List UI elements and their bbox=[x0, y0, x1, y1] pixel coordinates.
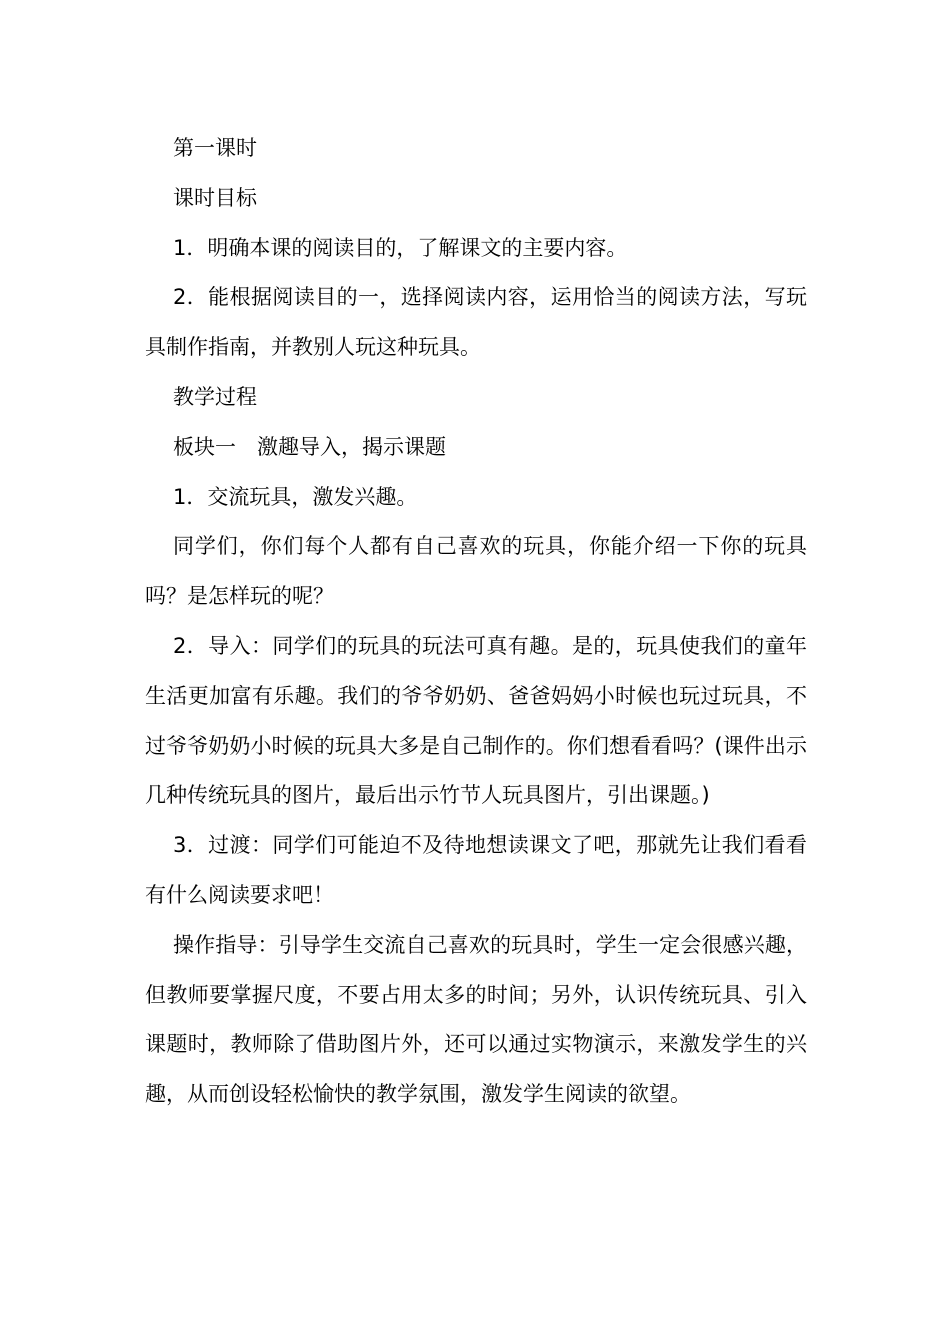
objective-item-2: 2．能根据阅读目的一，选择阅读内容，运用恰当的阅读方法，写玩具制作指南，并教别人玩这种玩具。 bbox=[145, 285, 807, 360]
step-item-3: 3．过渡：同学们可能迫不及待地想读课文了吧，那就先让我们看看有什么阅读要求吧！ bbox=[145, 833, 807, 907]
guidance-paragraph: 操作指导：引导学生交流自己喜欢的玩具时，学生一定会很感兴趣，但教师要掌握尺度，不要占用太多的时间；另外，认识传统玩具、引入课题时，教师除了借助图片外，还可以通过实物演示，来激发学生的兴趣，从而创设轻松愉快的教学氛围，激发学生阅读的欲望。 bbox=[145, 932, 807, 1107]
document-body bbox=[145, 124, 807, 1120]
process-heading: 教学过程 bbox=[173, 384, 257, 409]
objective-item-1: 1．明确本课的阅读目的，了解课文的主要内容。 bbox=[173, 235, 628, 260]
objectives-heading: 课时目标 bbox=[173, 185, 257, 210]
body-paragraph: 同学们，你们每个人都有自己喜欢的玩具，你能介绍一下你的玩具吗？是怎样玩的呢？ bbox=[145, 534, 807, 609]
section-heading-1: 板块一 激趣导入，揭示课题 bbox=[173, 434, 446, 459]
lesson-heading: 第一课时 bbox=[173, 136, 257, 160]
step-item-2: 2．导入：同学们的玩具的玩法可真有趣。是的，玩具使我们的童年生活更加富有乐趣。我们的爷爷奶奶、爸爸妈妈小时候也玩过玩具，不过爷爷奶奶小时候的玩具大多是自己制作的。你们想看看吗？(课件出示几种传统玩具的图片，最后出示竹节人玩具图片，引出课题。) bbox=[145, 633, 807, 808]
step-item-1: 1．交流玩具，激发兴趣。 bbox=[173, 484, 418, 509]
